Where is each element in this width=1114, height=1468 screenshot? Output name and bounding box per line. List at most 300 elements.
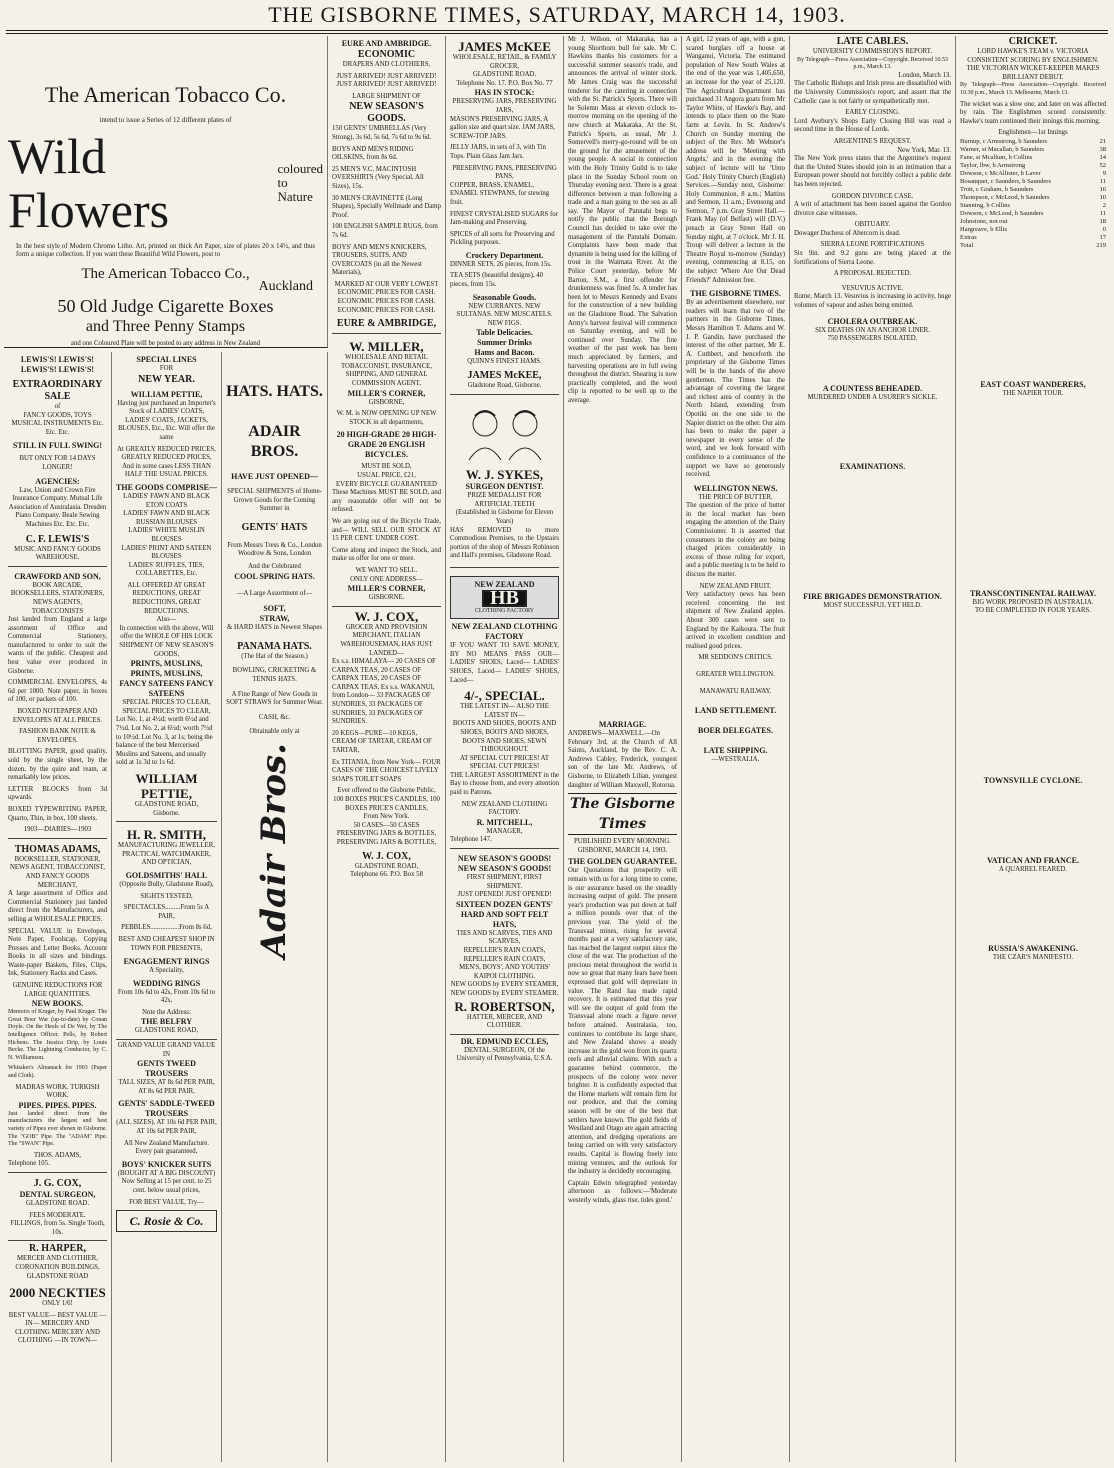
pettie-ad <box>116 352 217 822</box>
smith-ad <box>116 824 217 1040</box>
cables-beheaded: A COUNTESS BEHEADED. <box>822 383 923 393</box>
eure-cravinette: 30 MEN'S CRAVINETTE (Long Shapes), Specially Wellmade and Damp Proof. <box>332 194 441 219</box>
scorecard-runs: 9 <box>1102 169 1106 177</box>
mckee-summer: Summer Drinks <box>477 338 532 348</box>
rosie-gents: GENTS TWEED TROUSERS <box>137 1059 196 1079</box>
pettie-ladies-2: LADIES' FAWN AND BLACK RUSSIAN BLOUSES <box>123 510 210 526</box>
smith-note-address: Note the Address: <box>142 1008 191 1016</box>
adair-fine-range: A Fine Range of New Goods in SOFT STRAWS for Summer Wear. <box>226 690 323 707</box>
mckee-quinn: QUINN'S FINEST HAMS. <box>467 358 542 366</box>
mckee-tea: TEA SETS (beautiful designs), 40 pieces, from 15s. <box>450 272 544 289</box>
smith-spectacles: SPECTACLES.........From 5s A PAIR, <box>123 904 210 920</box>
lewis-days: BUT ONLY FOR 14 DAYS LONGER! <box>19 455 96 471</box>
adair-straw: STRAW, <box>259 614 290 624</box>
wanderers-napier: THE NAPIER TOUR. <box>1002 389 1064 397</box>
cox-carrying: Ever offered to the Gisborne Public, <box>337 787 436 795</box>
lewis-ad <box>8 352 107 567</box>
vatican-heading: VATICAN AND FRANCE. <box>987 855 1079 865</box>
scorecard-batsman: Taylor, lbw, b Armstrong <box>960 161 1026 169</box>
smith-wedding-prices: From 10s 6d to 42s, From 10s 6d to 42s, <box>117 988 216 1005</box>
column-8 <box>790 36 956 1462</box>
cables-cholera: CHOLERA OUTBREAK. <box>827 316 918 326</box>
column-6 <box>564 720 682 1462</box>
eure-drapers: DRAPERS AND CLOTHIERS, <box>342 61 431 68</box>
adair-celebrated: And the Celebrated <box>248 562 301 570</box>
scorecard-runs: 11 <box>1099 209 1106 217</box>
miller-usual: USUAL PRICE, £21, <box>357 472 416 479</box>
robertson-sixteen: SIXTEEN DOZEN GENTS' HARD AND SOFT FELT HATS, <box>456 899 553 929</box>
wanderers-heading: EAST COAST WANDERERS, <box>980 379 1086 389</box>
sykes-removed: HAS REMOVED to more Commodious Premises, to the Upstairs portion of the shop of Messrs Robinson and Hall's premises, Gladstone Road. <box>450 526 559 560</box>
mckee-jelly: JELLY JARS, in sets of 3, with Tin Tops. Plain Glass Jam Jars. <box>450 144 546 160</box>
agencies-body: Law, Union and Crown Fire Insurance Company. Mutual Life Association of Australasia. Dresden Piano Company. Beale Sewing Machines Etc. Etc. Etc. <box>8 486 107 528</box>
nzcf-boots: BOOTS AND SHOES, BOOTS AND SHOES, BOOTS AND SHOES, BOOTS AND SHOES, SEWN THROUGHOUT. <box>452 720 557 754</box>
crawford-boxed: BOXED NOTEPAPER AND ENVELOPES AT ALL PRICES. <box>12 708 103 724</box>
jgcox-name: J. G. COX, <box>33 1177 82 1189</box>
editorial-body: Our Quotations that prosperity will remain with us for a long time to come, is our assurance based on the steadily increasing output of gold. The present year's production was put down at half a million pounds over that of the previous year. The yield of the Transvaal mines, rising for several months past at a very satisfactory rate, has reached the largest output since the close of the war. The production of the precious metal throughout the world is now so great that many fears have been expressed that gold will depreciate in value. The Rand has made rapid recovery. It is estimated that this year will see the output of gold from the Transvaal alone reach a figure never before attained. Australasia, too, continues to contribute its large share, and New Zealand shows a steady increase in the gold won from its quartz reefs and alluvial claims. With such a guarantee behind commerce, the prospects of the colony were never brighter. It is confidently expected that the Home markets will remain firm for our produce, and that the coming season will be one of the best that settlers have known. The gold fields of Westland and Otago are again attracting attention, and dredging operations are being carried on with very satisfactory results. Capital is flowing freely into mining ventures, and the outlook for the industry is decidedly encouraging. <box>568 867 677 1176</box>
robertson-name: R. ROBERTSON, <box>454 998 555 1014</box>
mckee-seasonable: Seasonable Goods. <box>472 292 537 302</box>
column-3 <box>222 352 328 1462</box>
lewis-of: of <box>54 403 61 410</box>
adair-shipments: SPECIAL SHIPMENTS of Home-Grown Goods for the Coming Summer in <box>227 488 322 513</box>
eure-large: LARGE SHIPMENT OF <box>352 92 421 100</box>
pettie-reduced: At GREATLY REDUCED PRICES, GREATLY REDUCED PRICES, And in some cases LESS THAN HALF THE USUAL PRICES. <box>117 445 216 479</box>
lewis-swing: STILL IN FULL SWING! <box>12 441 103 451</box>
tobacco-intro: intend to issue a Series of 12 different plates of <box>99 116 232 124</box>
cf-lewis: C. F. LEWIS'S <box>25 533 90 545</box>
eccles-ad <box>450 1037 559 1064</box>
miller-guaranteed: EVERY BICYCLE GUARANTEED <box>336 480 437 488</box>
adair-obtainable: Obtainable only at <box>249 728 300 736</box>
pettie-gladstone: GLADSTONE ROAD, <box>134 800 199 808</box>
miller-only: ONLY ONE ADDRESS— <box>350 575 423 583</box>
adams-sign: THOS. ADAMS, <box>33 1151 82 1159</box>
pettie-whole: In connection with the above, Will offer the WHOLE OF HIS LOCK SHIPMENT OF NEW SEASON'S GOODS, <box>119 624 214 658</box>
cables-fire: FIRE BRIGADES DEMONSTRATION. <box>803 592 942 602</box>
harper-name: R. HARPER, <box>29 1243 86 1255</box>
scorecard-batsman: Trott, c Graham, b Saunders <box>960 185 1034 193</box>
pettie-ladies-5: LADIES' RUFFLES, TIES, COLLARETTES, Etc. <box>128 561 205 578</box>
robertson-shipment: FIRST SHIPMENT, FIRST SHIPMENT. <box>466 874 543 890</box>
land-settlement: LAND SETTLEMENT. <box>694 706 777 716</box>
smith-pebbles: PEBBLES.................From 8s 6d, <box>121 924 212 932</box>
pettie-goods-comprise: THE GOODS COMPRISE— <box>116 482 217 492</box>
cricket-total-label: Total <box>960 241 974 249</box>
cables-closing-body: Lord Avebury's Shops Early Closing Bill was read a second time in the House of Lords. <box>794 117 951 134</box>
miller-gisborne-2: GISBORNE. <box>368 594 405 602</box>
cables-london: London, March 13. <box>898 71 951 79</box>
nzcf-save: IF YOU WANT TO SAVE MONEY, BY NO MEANS PASS OUR— LADIES' SHOES, Laced— LADIES' SHOES, Laced— LADIES' SHOES, Laced— <box>450 642 559 684</box>
mckee-crockery: Crockery Department. <box>465 250 544 260</box>
crawford-body: Just landed from England a large assortment of Office and Commercial Stationery, manufactured to order to suit the wants of the public. Cheapest and best value ever produced in Gisborne. <box>8 616 107 675</box>
adair-hats: HATS. HATS. <box>226 383 323 400</box>
nzcf-tel: Telephone 147. <box>450 836 492 844</box>
mckee-name: JAMES McKEE <box>458 39 551 54</box>
wellington-butter: THE PRICE OF BUTTER. <box>698 493 773 501</box>
pettie-special-prices: SPECIAL PRICES TO CLEAR, SPECIAL PRICES TO CLEAR, <box>122 699 211 715</box>
tobacco-ad <box>4 36 328 348</box>
scorecard-row <box>960 146 1106 154</box>
wild-flowers-title: Wild Flowers <box>8 127 170 238</box>
cables-argentine: ARGENTINE'S REQUEST. <box>833 137 912 145</box>
adair-from: From Messrs Tress & Co., London Woodrow & Sons, London <box>227 541 322 558</box>
cricket-scoring: CONSISTENT SCORING BY ENGLISHMEN. <box>967 56 1099 64</box>
scorecard-runs: 14 <box>1099 153 1106 161</box>
tobacco-offer-2: and Three Penny Stamps <box>85 318 246 336</box>
cox-candles: 100 BOXES PRICE'S CANDLES, 100 BOXES PRICE'S CANDLES, <box>333 796 440 812</box>
cables-sierra: SIERRA LEONE FORTIFICATIONS <box>820 241 925 249</box>
nzcf-name: NEW ZEALAND CLOTHING FACTORY <box>451 622 558 642</box>
scorecard-row <box>960 194 1106 202</box>
scorecard-row <box>960 218 1106 226</box>
scorecard-runs: 21 <box>1099 137 1106 145</box>
cables-obituary: OBITUARY. <box>854 221 891 229</box>
cricket-total-value: 219 <box>1096 241 1106 249</box>
wellington-greater: GREATER WELLINGTON. <box>696 670 775 678</box>
robertson-ad <box>450 851 559 1035</box>
pettie-big: PETTIE, <box>141 785 192 801</box>
adams-pipes-body: Just landed direct from the manufacturers the largest and best variety of Pipes ever shown in Gisborne. The "GOB" Pipe. The "ADAM" Pipe. The "SWAN" Pipe. <box>8 1110 107 1148</box>
crawford-name: CRAWFORD AND SON, <box>14 571 101 581</box>
pettie-sub: Having just purchased an Importer's Stock of LADIES' COATS, LADIES' COATS, JACKETS, BLOUSES, Etc., Etc. Will offer the same <box>117 399 216 441</box>
smith-specialty: A Speciality, <box>149 967 184 975</box>
pettie-new-year: NEW YEAR. <box>138 373 195 385</box>
nzcf-ad <box>450 570 559 849</box>
cox-telephone: Telephone 66. P.O. Box 58 <box>350 871 423 879</box>
cricket-total <box>960 242 1106 250</box>
scorecard-row <box>960 186 1106 194</box>
adair-cash: CASH, &c. <box>258 713 291 721</box>
scorecard-runs: 2 <box>1102 201 1106 209</box>
editorial-heading: THE GOLDEN GUARANTEE. <box>568 857 677 867</box>
editorial-weather: Captain Edwin telegraphed yesterday afternoon as follows:—'Moderate westerly winds, glass rise, tides good.' <box>568 1179 677 1204</box>
tobacco-city: Auckland <box>258 278 313 294</box>
nzcf-largest: THE LARGEST ASSORTMENT in the Bay to choose from, and every attention paid to Patrons. <box>450 771 559 797</box>
robertson-opened: JUST OPENED! JUST OPENED! <box>457 891 552 899</box>
cables-univ: UNIVERSITY COMMISSION'S REPORT. <box>812 48 933 55</box>
russia-manifesto: THE CZAR'S MANIFESTO. <box>992 954 1074 962</box>
rosie-saddle: GENTS' SADDLE-TWEED TROUSERS <box>118 1099 215 1119</box>
pettie-for: FOR <box>159 365 174 372</box>
miller-name: W. MILLER, <box>349 339 424 355</box>
tobacco-company: The American Tobacco Co., <box>81 265 250 282</box>
cricket-scores-heading: Englishmen—1st Innings <box>998 129 1068 137</box>
column-9 <box>956 36 1110 1462</box>
cricket-body: The wicket was a slow one, and later on was affected by rain. The Englishmen scored consistently. Hawke's team continued their innings this morning. <box>960 100 1106 125</box>
adams-madras: MADRAS WORK. TURKISH WORK. <box>15 1083 100 1100</box>
cables-divorce: GORDON DIVORCE CASE. <box>831 192 914 200</box>
scorecard-runs: 17 <box>1099 233 1106 241</box>
mckee-sugar: FINEST CRYSTALISED SUGARS for Jam-making and Preserving. <box>450 210 558 227</box>
adair-bowling: BOWLING, CRICKETING & TENNIS HATS. <box>232 667 317 683</box>
cox-sub: GROCER AND PROVISION MERCHANT, ITALIAN WAREHOUSEMAN, HAS JUST LANDED— <box>340 623 433 657</box>
adair-panama-sub: (The Hat of the Season.) <box>241 652 308 660</box>
mckee-telephone: Telephone No. 17. P.O. Box No. 77 <box>456 79 553 87</box>
crawford-typewriting: BOXED TYPEWRITING PAPER, Quarto, Thin, in box, 100 sheets. <box>8 805 107 822</box>
miller-want: WE WANT TO SELL. <box>355 566 418 574</box>
scorecard-runs: 10 <box>1099 193 1106 201</box>
pettie-ladies-4: LADIES' PRINT AND SATEEN BLOUSES <box>121 544 212 561</box>
eure-name: EURE AND AMBRIDGE. <box>341 39 432 48</box>
hb-logo-nz: NEW ZEALAND <box>474 579 535 589</box>
masthead: THE GISBORNE TIMES, SATURDAY, MARCH 14, 1903. <box>268 2 846 27</box>
lewis-goods: FANCY GOODS, TOYS MUSICAL INSTRUMENTS Etc. Etc. Etc. <box>11 411 104 436</box>
scorecard-runs: 16 <box>1099 185 1106 193</box>
smith-engagement: ENGAGEMENT RINGS <box>123 957 210 967</box>
nzcf-latest: THE LATEST IN— ALSO THE LATEST IN— <box>460 703 549 719</box>
mckee-ham: Hams and Bacon. <box>474 348 535 358</box>
harper-sub: MERCER AND CLOTHIER, CORONATION BUILDINGS, GLADSTONE ROAD <box>15 1255 100 1280</box>
tobacco-body: In the best style of Modern Chromo Litho. Art, printed on thick Art Paper, size of plates 20 x 14½, and thus form a unique collection. If you want these Beautiful Wild Flowers, post to <box>16 242 315 259</box>
column-5 <box>446 36 564 1462</box>
scorecard-batsman: Bosanquet, c Saunders, b Saunders <box>960 177 1051 185</box>
scorecard-row <box>960 170 1106 178</box>
eccles-sub: DENTAL SURGEON, Of the University of Pennsylvania, U.S.A. <box>456 1046 553 1063</box>
scorecard-row <box>960 202 1106 210</box>
cox-eggs: 20 KEGS—PURE—10 KEGS, CREAM OF TARTAR, CREAM OF TARTAR, <box>332 729 432 755</box>
times-body: By an advertisement elsewhere, our readers will learn that two of the partners in the Gisborne Times, Messrs Hamilton T. Adams and W. J. P. Gandin, have purchased the interest of the other partner, Mr E. A. Cuthbert, and henceforth the proprietary of the Gisborne Times will be in the hands of the above gentlemen. The Times has the advantage of covering the largest and richest area of country in the North Island, extending from Opotiki on the one side to the Napier district on the other. Our aim has been to make the paper a newspaper in every sense of the word, and we look forward with confidence to a continuance of the support we have so generously received. <box>686 299 785 479</box>
pettie-also: Also— <box>156 616 177 624</box>
mckee-jams: MASON'S PRESERVING JARS, A gallon size and quart size. JAM JARS, SCREW-TOP JARS. <box>450 115 555 140</box>
harper-ad <box>8 1243 107 1346</box>
pettie-ladies-3: LADIES' WHITE MUSLIN BLOUSES <box>128 527 205 543</box>
scorecard-batsman: Fane, st Mcallum, b Collins <box>960 153 1033 161</box>
scorecard-row <box>960 154 1106 162</box>
adams-pipes: PIPES. PIPES. PIPES. <box>18 1100 97 1110</box>
hb-logo-letters: HB <box>482 590 527 607</box>
eure-riding: BOYS AND MEN'S RIDING OILSKINS, from 8s 6d. <box>332 145 414 162</box>
mckee-sub: WHOLESALE, RETAIL, & FAMILY GROCER, <box>452 54 557 70</box>
cf-lewis-sub: MUSIC AND FANCY GOODS WAREHOUSE. <box>14 545 101 562</box>
cables-active-body: Rome, March 13. Vesuvius is increasing in activity, huge volumes of vapour and ashes being emitted. <box>794 293 951 310</box>
cables-sierra-body: Six 9in. and 9.2 guns are being placed at the fortifications of Sierra Leone. <box>794 250 951 266</box>
scorecard-runs: 38 <box>1099 145 1106 153</box>
adams-tel: Telephone 105. <box>8 1160 50 1168</box>
jgcox-ad <box>8 1175 107 1241</box>
scorecard-batsman: Dowson, c McAllister, b Laver <box>960 169 1041 177</box>
crawford-blotting: BLOTTING PAPER, good quality, sold by the single sheet, by the dozen, by the quire and ream, at remarkably low prices. <box>8 748 107 782</box>
pettie-special-lines: SPECIAL LINES <box>136 355 197 364</box>
crawford-fashion: FASHION BANK NOTE & ENVELOPES. <box>19 728 96 744</box>
scorecard-batsman: Extras <box>960 233 977 241</box>
mckee-spices: SPICES of all sorts for Preserving and Pickling purposes. <box>450 230 555 247</box>
pettie-prints: PRINTS, MUSLINS, PRINTS, MUSLINS, <box>130 659 203 679</box>
cricket-scorecard <box>960 138 1106 242</box>
cables-by-tel: By Telegraph—Press Association—Copyright. Received 10.53 p.m., March 13. <box>796 56 949 71</box>
eure-economic-prices: ECONOMIC PRICES FOR CASH. ECONOMIC PRICES FOR CASH. ECONOMIC PRICES FOR CASH. <box>337 289 436 314</box>
robertson-repellers: REPELLER'S RAIN COATS, REPELLER'S RAIN COATS, <box>463 947 546 963</box>
cricket-hawke: LORD HAWKE'S TEAM v. VICTORIA <box>977 48 1089 55</box>
eure-overcoats: BOYS' AND MEN'S KNICKERS, TROUSERS, SUITS, AND OVERCOATS (in all the Newest Materials), <box>332 243 427 277</box>
miller-going-out: We are going out of the Bicycle Trade, and— WILL SELL OUR STOCK AT 15 PER CENT. UNDER COST. <box>332 517 441 543</box>
crawford-trade: BOOKSELLERS, STATIONERS, NEWS AGENTS, TOBACCONISTS <box>10 590 105 615</box>
cox-ad <box>332 609 441 880</box>
adams-new-books: NEW BOOKS. <box>31 999 84 1009</box>
smith-name: H. R. SMITH, <box>126 827 207 843</box>
robertson-sub: HATTER, MERCER, AND CLOTHIER. <box>466 1013 543 1030</box>
cables-newyork: New York, Mar. 13. <box>897 146 951 154</box>
eure-new-goods: NEW SEASON'S GOODS. <box>349 101 424 125</box>
miller-bicycles: 20 HIGH-GRADE 20 HIGH-GRADE 20 ENGLISH BICYCLES. <box>336 430 437 460</box>
scorecard-batsman: Thompson, c McLeod, b Saunders <box>960 193 1050 201</box>
scorecard-batsman: Stanning, b Collins <box>960 201 1011 209</box>
scorecard-runs: 52 <box>1099 161 1106 169</box>
robertson-clothing: MEN'S, BOYS', AND YOUTHS' KAIPOI CLOTHING. <box>459 964 550 980</box>
tobacco-side-3: Nature <box>277 188 313 204</box>
times-heading: THE GISBORNE TIMES. <box>690 289 781 299</box>
column-1 <box>4 352 112 1462</box>
crawford-letter: LETTER BLOCKS from 3d upwards. <box>8 785 107 802</box>
adair-assortment: —A Large Assortment of— <box>236 589 313 597</box>
hb-logo-sub: CLOTHING FACTORY <box>474 607 535 614</box>
pettie-offered: ALL OFFERED AT GREAT REDUCTIONS, GREAT REDUCTIONS, GREAT REDUCTIONS. <box>127 581 206 615</box>
cox-name: W. J. COX, <box>354 608 419 624</box>
robertson-new-season: NEW SEASON'S GOODS! NEW SEASON'S GOODS! <box>457 854 552 874</box>
adams-ad <box>8 841 107 1173</box>
smith-belfry: THE BELFRY <box>140 1017 193 1027</box>
miller-must-sold: MUST BE SOLD, <box>361 463 412 471</box>
hb-logo <box>450 576 559 619</box>
scorecard-row <box>960 138 1106 146</box>
late-shipping: LATE SHIPPING. <box>703 746 768 756</box>
wellington-fruit-body: Very satisfactory news has been received concerning the test shipment of New Zealand apples. About 300 cases were sent to England by the Kaikoura. The fruit arrived in excellent condition and realised good prices. <box>686 591 785 650</box>
cables-passengers: 750 PASSENGERS ISOLATED. <box>827 335 918 343</box>
column-6-top <box>564 36 682 720</box>
column-2 <box>112 352 222 1462</box>
adair-have-opened: HAVE JUST OPENED— <box>231 472 318 481</box>
harper-neckties-sub: ONLY 1/6! <box>42 1300 73 1308</box>
crawford-sub: BOOK ARCADE, <box>32 581 83 589</box>
cables-proposal: A PROPOSAL REJECTED. <box>833 270 912 278</box>
pettie-lots: Lot No. 1, at 4½d; worth 6½d and 7½d. Lot No. 2, at 6½d; worth 7½d to 10½d. Lot No. 3, at 1s; being the balance of the best Mercerised Muslins and Sateens, and usually sold at 1s 3d to 1s 6d. <box>116 716 213 767</box>
tobacco-offer-1: 50 Old Judge Cigarette Boxes <box>57 296 274 317</box>
eure-ad <box>332 36 441 334</box>
eure-umbrellas: 150 GENTS' UMBRELLAS (Very Strong), 3s 6d, 5s 6d, 7s 6d to 9s 6d. <box>332 125 432 141</box>
adams-special-value: SPECIAL VALUE in Envelopes, Note Paper, Foolscap, Copying Presses and Letter Books. Account Books in all sizes and bindings. Waste-paper Baskets, Files, Clips, Ink, Stationery Racks and Cases. <box>8 927 107 978</box>
nzcf-special: 4/-, SPECIAL. <box>464 688 545 704</box>
rosie-tall: TALL SIZES, AT 8s 6d PER PAIR, AT 8s 6d PER PAIR, <box>118 1079 215 1095</box>
harper-best-value: BEST VALUE— BEST VALUE —IN— MERCERY AND CLOTHING MERCERY AND CLOTHING —IN TOWN— <box>8 1311 107 1345</box>
railway-heading: TRANSCONTINENTAL RAILWAY. <box>969 588 1097 598</box>
masthead-rule <box>6 30 1108 31</box>
smith-belfry-addr: GLADSTONE ROAD, <box>134 1027 199 1035</box>
crawford-ad <box>8 569 107 839</box>
pettie-ladies-1: LADIES' FAWN AND BLACK ETON COATS <box>123 492 210 509</box>
scorecard-row <box>960 226 1106 234</box>
adair-soft: SOFT, <box>263 604 286 614</box>
cables-obit-body: Dowager Duchess of Abercorn is dead. <box>794 229 901 237</box>
mckee-in-stock: HAS IN STOCK: <box>474 88 535 98</box>
wellington-heading: WELLINGTON NEWS. <box>693 483 778 493</box>
scorecard-row <box>960 178 1106 186</box>
cox-big: W. J. COX, <box>362 850 411 862</box>
miller-corner: MILLER'S CORNER, <box>347 388 426 398</box>
eure-mackintosh: 25 MEN'S V.C. MACINTOSH OVERSHIRTS (Very Special, All Sizes), 15s. <box>332 165 424 190</box>
pettie-name: WILLIAM PETTIE, <box>130 389 203 399</box>
nzcf-manager: MANAGER, <box>486 827 523 835</box>
miller-sub: WHOLESALE AND RETAIL TOBACCONIST, INSURANCE, SHIPPING, AND GENERAL COMMISSION AGENT, <box>341 354 432 388</box>
mckee-copper: COPPER, BRASS, ENAMEL, ENAMEL STEWPANS, for stewing fruit. <box>450 181 550 206</box>
rosie-knicker: BOYS' KNICKER SUITS <box>121 1159 212 1169</box>
miller-machines: These Machines MUST BE SOLD, and any reasonable offer will not be refused. <box>332 489 441 514</box>
local-news-body-a: Mr J. Wilson, of Makaraka, has a young Shorthorn bull for sale. Mr C. Hawkins thanks his customers for a successful summer season's trade, and announces the arrival of winter stock. Mr James Craig was the successful tenderer for the catering in connection with the St. Patrick's Sports. There will be Solemn Mass at eleven o'clock to-morrow morning on the opening of the new church at Makaraka. At the St. Patrick's Sports, as usual, Mr J. Somervell's merry-go-round will be on the ground for the amusement of the young people. A social in connection with the Holy Trinity Guild is to take place in the Sunday School room on Thursday evening next. There is a great difference between a man following a trade and a man going to the sea as all say. The Mayor of Patutahi begs to notify the public that the Borough Council has decided to take over the management of the Patutahi Domain. Complaints have been made that dynamite is being used for the killing of trout in the Waimata River. At the Police Court yesterday, before Mr Barton, S.M., a first offender for drunkenness was fined 5s. A tender has been let to Messrs Kennedy and Evans for the construction of a new building on the Gladstone Road. The Salvation Army's harvest festival will commence on Saturday evening, and will be continued over Sunday. The fine weather of the past week has been much appreciated by farmers, and harvesting operations are in full swing throughout the district. Shearing is now practically completed, and the wool clip is reported to be well up to the average. <box>568 36 677 404</box>
scorecard-runs: 11 <box>1099 177 1106 185</box>
sykes-established: (Established in Gisborne for Eleven Years) <box>455 509 554 525</box>
rosie-grand: GRAND VALUE GRAND VALUE IN <box>117 1042 216 1058</box>
rosie-all-sizes: (ALL SIZES), AT 10s 6d PER PAIR, AT 10s 6d PER PAIR, <box>116 1119 217 1136</box>
wellington-manawatu: MANAWATU RAILWAY. <box>699 687 772 695</box>
russia-heading: RUSSIA'S AWAKENING. <box>988 944 1078 954</box>
cricket-keeper: THE VICTORIAN WICKET-KEEPER MAKES BRILLIANT DEBUT. <box>966 65 1100 81</box>
wellington-butter-body: The question of the price of butter in the local market has been engaging the attention of the Dairy Commissioner. It is asserted that consumers in the colony are being charged prices considerably in excess of those ruling for export, and a public meeting is to be held to discuss the matter. <box>686 502 785 579</box>
scorecard-batsman: Dowson, c McLeod, b Saunders <box>960 209 1044 217</box>
nzcf-name-2: NEW ZEALAND CLOTHING FACTORY. <box>461 800 548 817</box>
cox-jams: 50 CASES—50 CASES PRESERVING JARS & BOTTLES, PRESERVING JARS & BOTTLES, <box>336 821 437 846</box>
rosie-signature: C. Rosie & Co. <box>116 1210 217 1232</box>
lewis-sale: EXTRAORDINARY SALE <box>12 379 103 402</box>
local-news-body-b: A girl, 12 years of age, with a gun, scared burglars off a house at Wanganui, Victoria. The estimated population of New South Wales at the end of the year was 1,405,650, an increase for the year of 25,120. The Agricultural Department has purchased 31 Angora goats from Mr Taylor White, of Hawke's Bay, and intends to place them on the State farm at Levin. In St. Andrew's Church on Sunday morning the subject of the Rev. Mr Webster's address will be 'Meeting with Angels,' and in the evening the subject of lecture will be 'Unto God.' Holy Trinity Church (English) Services.—Sunday next, Gisborne: Holy Communion, 8 a.m.; Mattins and Sermon, 11 a.m.; Evensong and Sermon, 7 p.m. Gray Street Hall.—Frank May (of Belfast) will (D.V.) preach at Gray Street Hall on Sunday night, at 7 o'clock. Mr J. H. Troup will deliver a lecture in the Theatre Royal to-morrow (Sunday) evening, commencing at 8.15, on the subject 'Where Are Our Dead Friends?' Admission free. <box>686 36 785 284</box>
miller-corner-2: MILLER'S CORNER, <box>347 584 426 594</box>
adair-cool: COOL SPRING HATS. <box>234 571 315 581</box>
westralia: —WESTRALIA. <box>711 756 760 764</box>
smith-goldsmiths-addr: (Opposite Bully, Gladstone Road), <box>119 880 214 888</box>
robertson-steamer: NEW GOODS by EVERY STEAMER, NEW GOODS by EVERY STEAMER. <box>450 981 559 997</box>
adams-whitaker: Whitaker's Almanack for 1903 (Paper and Cloth). <box>8 1065 107 1079</box>
cables-divorce-body: A writ of attachment has been issued against the Gordon divorce case witnesses. <box>794 201 951 217</box>
jgcox-dental: DENTAL SURGEON, <box>19 1189 96 1199</box>
cox-address: GLADSTONE ROAD, <box>354 862 419 870</box>
scorecard-batsman: Johnstone, not out <box>960 217 1008 225</box>
sykes-sub: SURGEON DENTIST. <box>465 482 544 492</box>
smith-goldsmiths: GOLDSMITHS' HALL <box>125 870 208 880</box>
scorecard-row <box>960 210 1106 218</box>
miller-come: Come along and inspect the Stock, and make us offer for one or more. <box>332 546 441 563</box>
scorecard-runs: 0 <box>1102 225 1106 233</box>
rosie-ad <box>116 1042 217 1232</box>
robertson-ties: TIES AND SCARVES, TIES AND SCARVES, <box>456 929 553 946</box>
cables-active: VESUVIUS ACTIVE. <box>841 284 904 292</box>
sykes-prize: PRIZE MEDALLIST FOR ARTIFICIAL TEETH <box>467 492 542 508</box>
column-4 <box>328 36 446 1462</box>
townsville-heading: TOWNSVILLE CYCLONE. <box>983 775 1083 785</box>
jgcox-fees: FEES MODERATE. <box>29 1211 86 1219</box>
pettie-william: WILLIAM <box>135 770 198 786</box>
mckee-address-2: Gladstone Road, Gisborne. <box>467 382 542 390</box>
published-line: PUBLISHED EVERY MORNING. <box>574 838 671 846</box>
adams-books-list: Memoirs of Kruger, by Paul Kruger. The Great Boer War (up-to-date) by Conan Doyle. On the Heels of De Wet, by The Intelligence Officer. Pells, by Robert Hichens. The Jessica Drip, by Louis Becke. The Lightning Conductor, by C. N. Williamson. <box>8 1009 107 1061</box>
mckee-pans: PRESERVING PANS, PRESERVING PANS, <box>452 164 557 181</box>
miller-ad <box>332 336 441 606</box>
nzcf-cut: AT SPECIAL CUT PRICES! AT SPECIAL CUT PRICES! <box>459 754 549 771</box>
adair-hard: & HARD HATS in Newest Shapes <box>227 624 322 632</box>
eure-economic: ECONOMIC <box>357 49 416 60</box>
eure-english: 100 ENGLISH SAMPLE RUGS, from 7s 6d. <box>332 223 438 239</box>
adair-panama: PANAMA HATS. <box>237 640 312 652</box>
scorecard-row <box>960 162 1106 170</box>
mckee-dinner: DINNER SETS, 26 pieces, from 15s. <box>450 260 552 268</box>
smith-wedding: WEDDING RINGS <box>132 978 201 988</box>
lewis-heading: LEWIS'S! LEWIS'S! LEWIS'S! LEWIS'S! <box>20 355 95 374</box>
jgcox-address: GLADSTONE ROAD. <box>25 1199 90 1207</box>
sykes-portraits-illustration <box>455 402 555 462</box>
adair-vertical-logo: Adair Bros. <box>254 742 295 959</box>
eccles-name: DR. EDMUND ECCLES, <box>460 1036 549 1046</box>
mckee-ad <box>450 36 559 395</box>
mckee-table: Table Delicacies. <box>476 328 533 338</box>
boer-delegates: BOER DELEGATES. <box>698 726 773 736</box>
vatican-quarrel: A QUARREL FEARED. <box>999 865 1067 873</box>
